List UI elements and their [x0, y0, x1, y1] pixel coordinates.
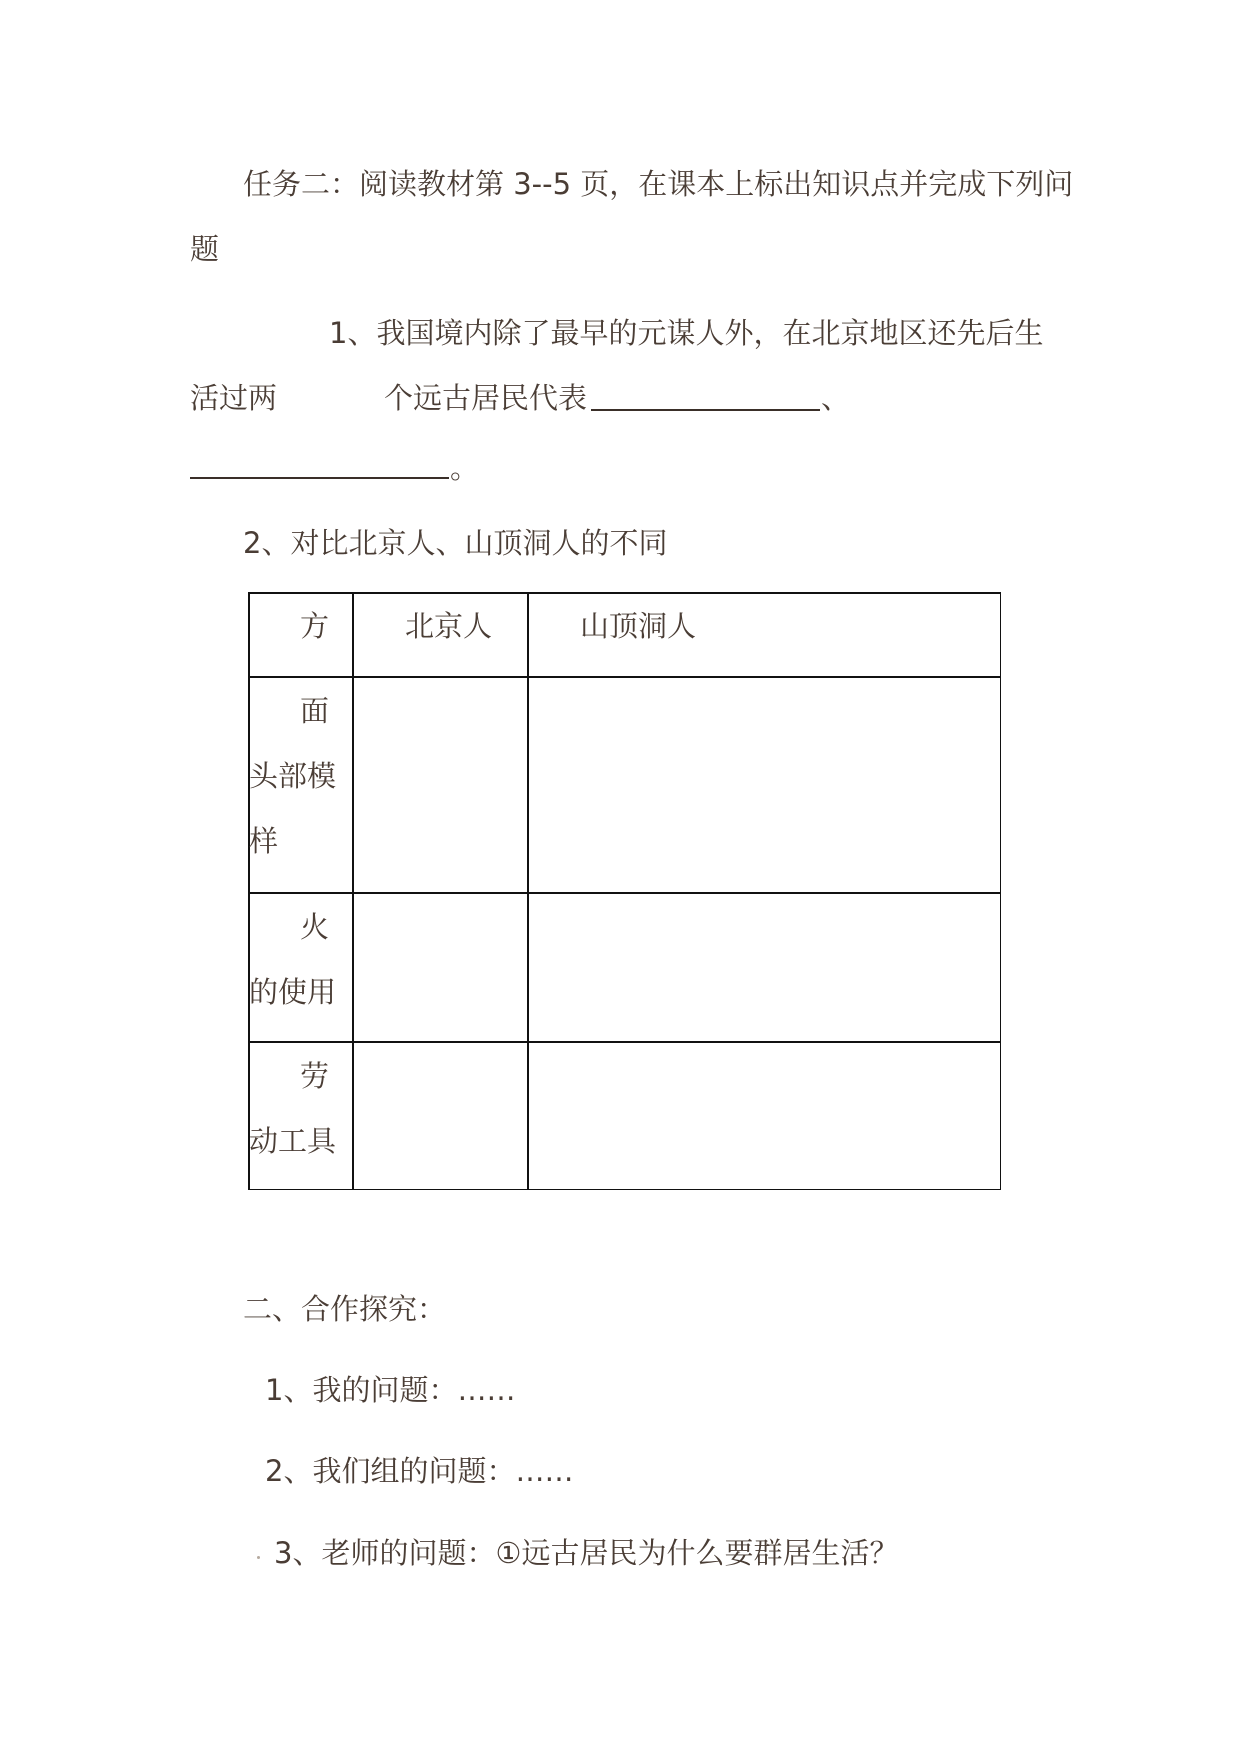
question-2-prompt: 2、对比北京人、山顶洞人的不同 [243, 526, 668, 560]
table-header-text: 山顶洞人 [580, 609, 697, 643]
row-label-line: 面 [300, 694, 330, 728]
question-1-line-1: 1、我国境内除了最早的元谋人外，在北京地区还先后生 [329, 316, 1044, 350]
table-row-label-use-of-fire [248, 893, 353, 1042]
discussion-item-1: 1、我的问题：…… [265, 1373, 516, 1407]
table-header-text: 方 [300, 609, 330, 643]
table-cell-empty [528, 1042, 1001, 1190]
answer-blank-1 [591, 409, 820, 411]
table-header-beijing-man [353, 592, 528, 677]
row-label-line: 的使用 [249, 975, 337, 1009]
row-label-line: 火 [300, 910, 330, 944]
task-heading-line-1: 任务二：阅读教材第 3--5 页，在课本上标出知识点并完成下列问 [243, 167, 1074, 201]
comparison-table [248, 592, 1001, 1190]
row-label-line: 样 [249, 824, 279, 858]
discussion-item-3: 3、老师的问题：①远古居民为什么要群居生活？ [274, 1536, 899, 1570]
table-header-aspect [248, 592, 353, 677]
table-row-label-head-shape [248, 677, 353, 893]
table-cell-empty [528, 893, 1001, 1042]
scan-speck-mark [257, 1556, 260, 1559]
task-heading-line-2: 题 [190, 232, 220, 266]
end-mark: 。 [450, 451, 480, 485]
blank-separator: 、 [821, 381, 851, 415]
table-cell-empty [353, 677, 528, 893]
row-label-line: 动工具 [249, 1124, 337, 1158]
question-1-line-2-start: 活过两 [190, 381, 278, 415]
row-label-line: 劳 [300, 1059, 330, 1093]
discussion-item-2: 2、我们组的问题：…… [265, 1454, 574, 1488]
answer-blank-2 [190, 477, 449, 479]
table-header-upper-cave-man [528, 592, 1001, 677]
section-heading: 二、合作探究： [243, 1292, 447, 1326]
table-cell-empty [528, 677, 1001, 893]
table-header-text: 北京人 [405, 609, 493, 643]
table-cell-empty [353, 893, 528, 1042]
table-row-label-tools [248, 1042, 353, 1190]
question-1-line-2-middle: 个远古居民代表 [384, 381, 588, 415]
row-label-line: 头部模 [249, 759, 337, 793]
table-cell-empty [353, 1042, 528, 1190]
